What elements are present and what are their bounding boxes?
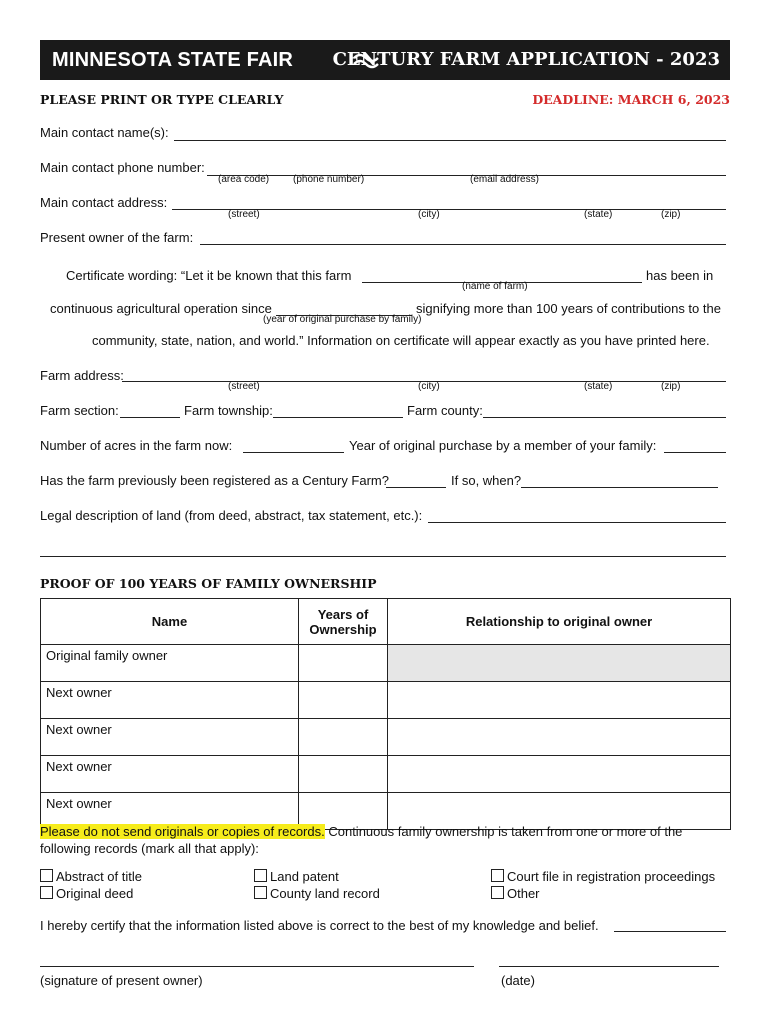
owner-name-cell[interactable]: Original family owner xyxy=(41,645,299,682)
farm-section-label: Farm section: xyxy=(40,403,119,418)
checkbox-icon[interactable] xyxy=(40,886,53,899)
table-row xyxy=(41,645,731,682)
contact-address-label: Main contact address: xyxy=(40,195,168,210)
phone-number-caption: (phone number) xyxy=(293,174,365,185)
certify-text: I hereby certify that the information listed above is correct to the best of my knowledge and belief. xyxy=(40,918,599,933)
legal-description-field-2[interactable] xyxy=(40,556,726,557)
owner-name-cell[interactable]: Next owner xyxy=(41,682,299,719)
checkbox-icon[interactable] xyxy=(40,869,53,882)
street-caption: (street) xyxy=(228,209,260,220)
relationship-cell[interactable] xyxy=(388,719,731,756)
purchase-year-label: Year of original purchase by a member of your family: xyxy=(349,438,657,453)
owner-name-cell[interactable]: Next owner xyxy=(41,719,299,756)
farm-township-field[interactable] xyxy=(273,417,403,418)
table-row xyxy=(41,682,731,719)
records-warning: Please do not send originals or copies of records. xyxy=(40,824,325,839)
records-note-line2: following records (mark all that apply): xyxy=(40,841,259,856)
farm-zip-caption: (zip) xyxy=(661,381,681,392)
farm-state-caption: (state) xyxy=(584,381,613,392)
farm-section-field[interactable] xyxy=(120,417,180,418)
when-field[interactable] xyxy=(521,487,718,488)
farm-county-field[interactable] xyxy=(483,417,726,418)
checkbox-land-patent[interactable]: Land patent xyxy=(254,869,339,884)
table-row xyxy=(41,756,731,793)
ownership-table xyxy=(40,598,731,830)
farm-address-label: Farm address: xyxy=(40,368,124,383)
certificate-wording-3: continuous agricultural operation since xyxy=(50,301,272,316)
owner-name-cell[interactable]: Next owner xyxy=(41,793,299,830)
records-note-line1: Continuous family ownership is taken from one or more of the xyxy=(328,824,683,839)
certificate-wording-2: has been in xyxy=(646,268,714,283)
deadline: DEADLINE: MARCH 6, 2023 xyxy=(532,92,730,107)
checkbox-abstract-of-title[interactable]: Abstract of title xyxy=(40,869,142,884)
date-caption: (date) xyxy=(501,973,535,988)
when-label: If so, when? xyxy=(451,473,522,488)
zip-caption: (zip) xyxy=(661,209,681,220)
header-banner xyxy=(40,40,730,80)
col-years-header: Years of Ownership xyxy=(299,599,388,645)
signature-caption: (signature of present owner) xyxy=(40,973,203,988)
area-code-caption: (area code) xyxy=(218,174,270,185)
farm-name-caption: (name of farm) xyxy=(462,281,528,292)
years-cell[interactable] xyxy=(299,756,388,793)
registered-field[interactable] xyxy=(386,487,446,488)
contact-name-label: Main contact name(s): xyxy=(40,125,169,140)
years-cell[interactable] xyxy=(299,719,388,756)
farm-township-label: Farm township: xyxy=(184,403,273,418)
owner-name-cell[interactable]: Next owner xyxy=(41,756,299,793)
checkbox-icon[interactable] xyxy=(491,886,504,899)
col-relationship-header: Relationship to original owner xyxy=(388,599,731,645)
certify-initial-field[interactable] xyxy=(614,931,726,932)
legal-description-field[interactable] xyxy=(428,522,726,523)
relationship-cell[interactable] xyxy=(388,756,731,793)
farm-city-caption: (city) xyxy=(418,381,440,392)
proof-heading: PROOF OF 100 YEARS OF FAMILY OWNERSHIP xyxy=(40,576,377,591)
relationship-cell-shaded xyxy=(388,645,731,682)
form-title: CENTURY FARM APPLICATION - 2023 xyxy=(332,49,720,70)
present-owner-label: Present owner of the farm: xyxy=(40,230,194,245)
date-field[interactable] xyxy=(499,966,719,967)
year-caption: (year of original purchase by family) xyxy=(263,314,422,325)
checkbox-icon[interactable] xyxy=(254,886,267,899)
certificate-wording-5: community, state, nation, and world.” Information on certificate will appear exactly as you have printed here. xyxy=(92,333,710,348)
relationship-cell[interactable] xyxy=(388,682,731,719)
checkbox-other[interactable]: Other xyxy=(491,886,540,901)
table-header-row xyxy=(41,599,731,645)
print-note: PLEASE PRINT OR TYPE CLEARLY xyxy=(40,92,284,107)
email-caption: (email address) xyxy=(470,174,539,185)
contact-phone-field[interactable] xyxy=(207,175,726,176)
contact-phone-label: Main contact phone number: xyxy=(40,160,205,175)
present-owner-field[interactable] xyxy=(200,244,726,245)
checkbox-icon[interactable] xyxy=(491,869,504,882)
years-cell[interactable] xyxy=(299,645,388,682)
farm-street-caption: (street) xyxy=(228,381,260,392)
checkbox-county-land-record[interactable]: County land record xyxy=(254,886,380,901)
checkbox-icon[interactable] xyxy=(254,869,267,882)
city-caption: (city) xyxy=(418,209,440,220)
farm-county-label: Farm county: xyxy=(407,403,483,418)
years-cell[interactable] xyxy=(299,682,388,719)
purchase-year-field[interactable] xyxy=(664,452,726,453)
records-note xyxy=(40,824,682,839)
checkbox-court-file[interactable]: Court file in registration proceedings xyxy=(491,869,715,884)
signature-field[interactable] xyxy=(40,966,474,967)
acres-label: Number of acres in the farm now: xyxy=(40,438,233,453)
table-row xyxy=(41,719,731,756)
contact-name-field[interactable] xyxy=(174,140,726,141)
legal-description-label: Legal description of land (from deed, abstract, tax statement, etc.): xyxy=(40,508,423,523)
state-caption: (state) xyxy=(584,209,613,220)
acres-field[interactable] xyxy=(243,452,344,453)
certificate-wording-4: signifying more than 100 years of contributions to the xyxy=(416,301,721,316)
certificate-wording-1: Certificate wording: “Let it be known that this farm xyxy=(66,268,352,283)
fair-name: MINNESOTA STATE FAIR xyxy=(52,49,294,71)
registered-label: Has the farm previously been registered as a Century Farm? xyxy=(40,473,389,488)
col-name-header: Name xyxy=(41,599,299,645)
checkbox-original-deed[interactable]: Original deed xyxy=(40,886,133,901)
